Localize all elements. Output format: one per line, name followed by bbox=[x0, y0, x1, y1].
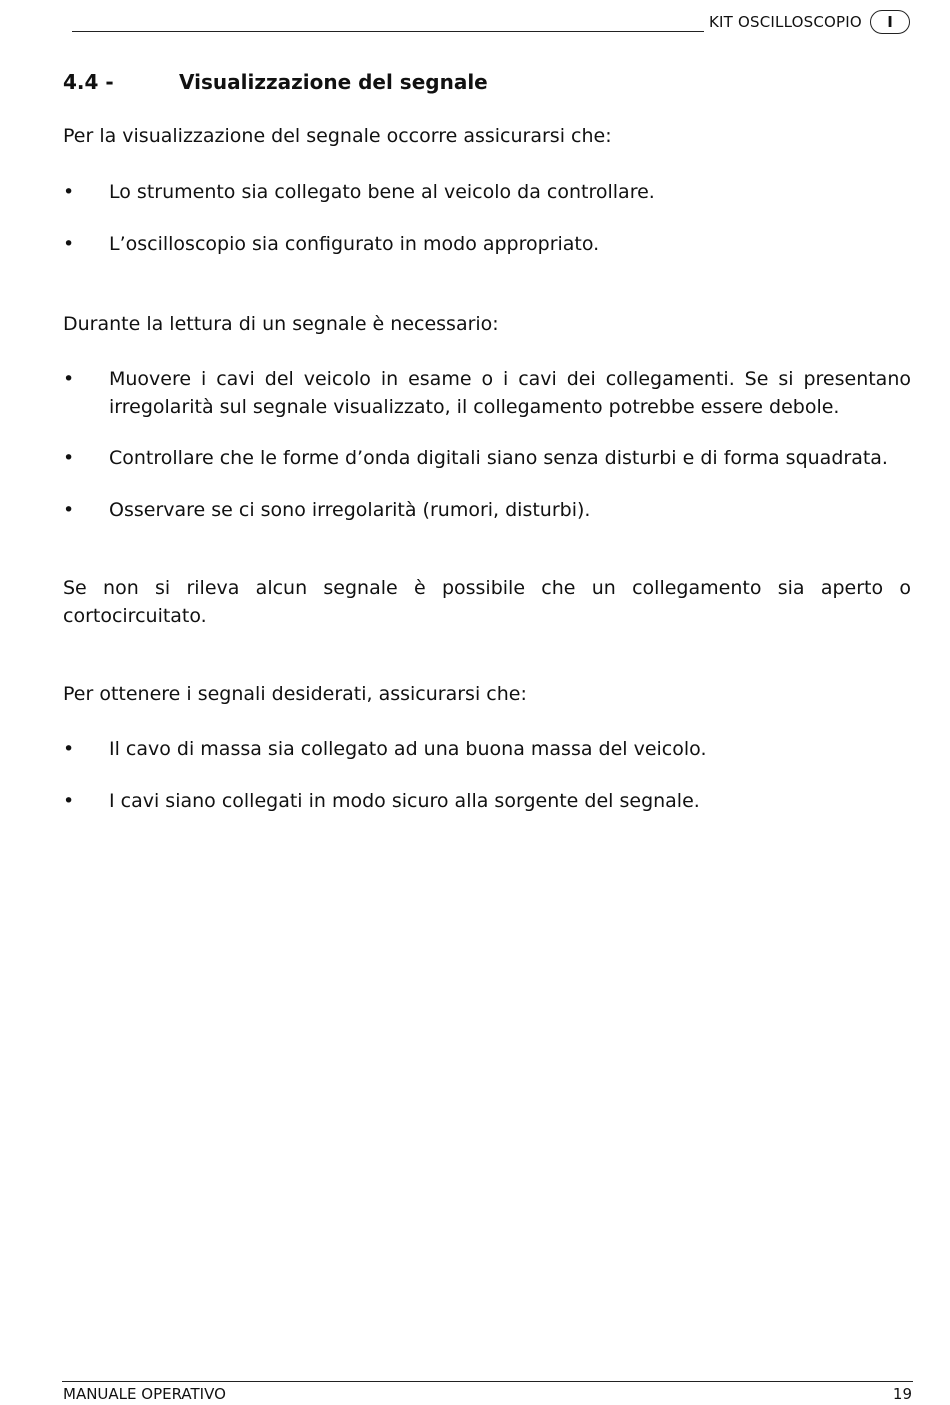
list-item bbox=[63, 496, 911, 524]
page-number: 19 bbox=[892, 1385, 912, 1403]
paragraph-3: Se non si rileva alcun segnale è possibile che un collegamento sia aperto o cortocircuitato. bbox=[63, 577, 911, 627]
language-badge: I bbox=[870, 10, 910, 34]
footer-rule bbox=[62, 1381, 913, 1382]
list-item-text: I cavi siano collegati in modo sicuro alla sorgente del segnale. bbox=[109, 790, 700, 812]
intro-paragraph-2: Durante la lettura di un segnale è necessario: bbox=[63, 313, 499, 335]
bullet-icon: • bbox=[63, 447, 75, 469]
intro-paragraph-4: Per ottenere i segnali desiderati, assicurarsi che: bbox=[63, 683, 527, 705]
list-item-text: Controllare che le forme d’onda digitali siano senza disturbi e di forma squadrata. bbox=[109, 447, 888, 469]
list-item-text: Muovere i cavi del veicolo in esame o i cavi dei collegamenti. Se si presentano irregolarità sul segnale visualizzato, il collegamento potrebbe essere debole. bbox=[109, 368, 911, 418]
header-rule bbox=[72, 31, 704, 32]
list-item-text: Lo strumento sia collegato bene al veicolo da controllare. bbox=[109, 181, 655, 203]
section-number: 4.4 - bbox=[63, 70, 114, 94]
list-item bbox=[63, 178, 911, 206]
bullet-icon: • bbox=[63, 233, 75, 255]
section-heading bbox=[63, 70, 488, 94]
section-title: Visualizzazione del segnale bbox=[179, 70, 488, 94]
list-item bbox=[63, 787, 911, 815]
list-item bbox=[63, 365, 911, 421]
header-title: KIT OSCILLOSCOPIO bbox=[709, 13, 862, 31]
list-item bbox=[63, 444, 911, 472]
list-item-text: L’oscilloscopio sia configurato in modo appropriato. bbox=[109, 233, 600, 255]
bullet-icon: • bbox=[63, 790, 75, 812]
list-item bbox=[63, 735, 911, 763]
list-item-text: Osservare se ci sono irregolarità (rumori, disturbi). bbox=[109, 499, 591, 521]
footer-title: MANUALE OPERATIVO bbox=[63, 1385, 226, 1403]
list-item bbox=[63, 230, 911, 258]
intro-paragraph-1: Per la visualizzazione del segnale occorre assicurarsi che: bbox=[63, 125, 612, 147]
bullet-icon: • bbox=[63, 738, 75, 760]
bullet-icon: • bbox=[63, 499, 75, 521]
bullet-icon: • bbox=[63, 368, 75, 390]
page-header bbox=[72, 10, 912, 36]
bullet-icon: • bbox=[63, 181, 75, 203]
list-item-text: Il cavo di massa sia collegato ad una buona massa del veicolo. bbox=[109, 738, 707, 760]
